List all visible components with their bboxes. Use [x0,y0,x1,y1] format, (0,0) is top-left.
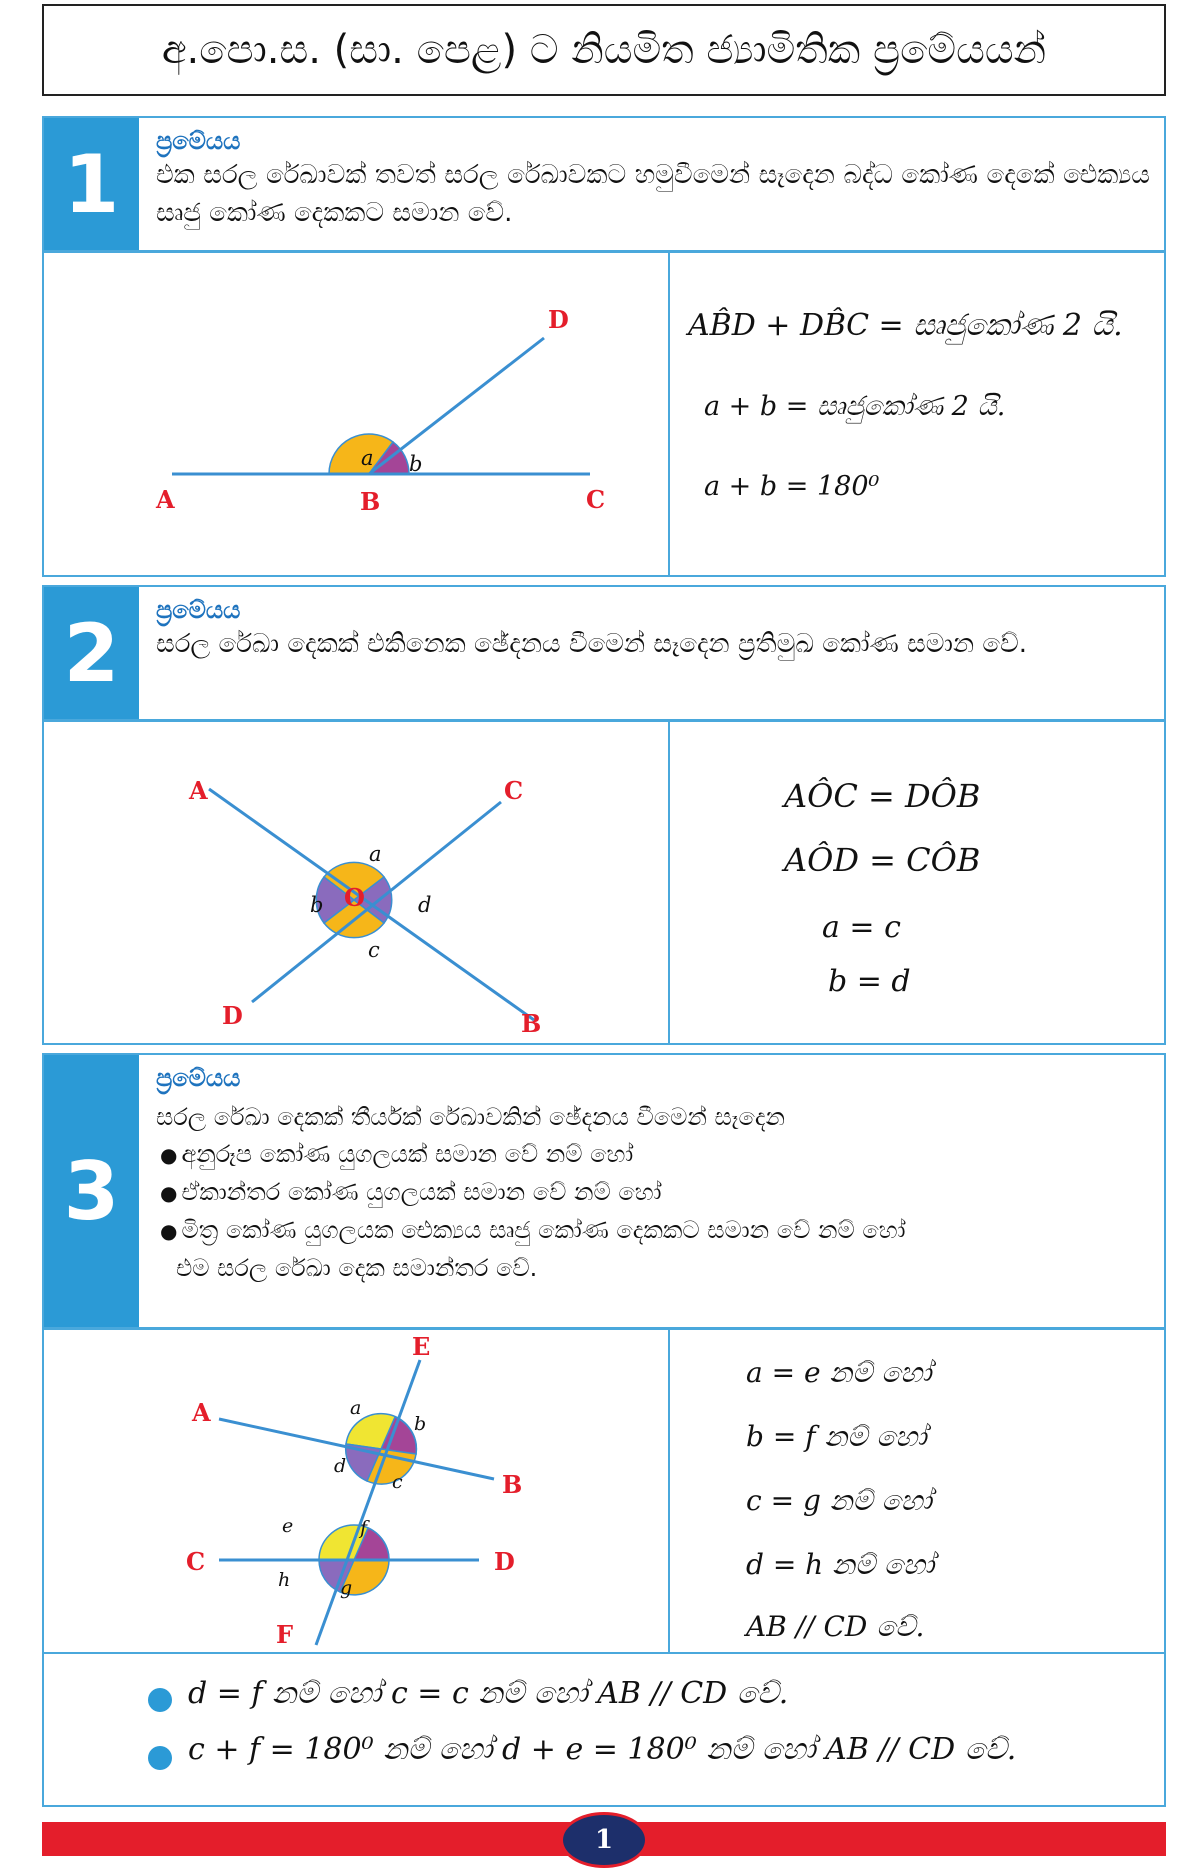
theorem-3-bullet-1: ● අනුරූප කෝණ යුගලයක් සමාන වේ නම් හෝ [160,1140,634,1168]
theorem-1-equation-3: a + b = 180⁰ [704,471,880,502]
theorem-3-number-box [44,1055,139,1327]
theorem-2-equation-4: b = d [828,964,911,999]
theorem-2-equation-3: a = c [822,910,901,945]
theorem-2-diagram [44,722,664,1043]
line-CD [252,802,501,1002]
point-C-label: C [186,1547,206,1576]
point-F-label: F [276,1620,294,1649]
theorem-3-equation-2: b = f නම් හෝ [746,1420,927,1453]
theorem-3-extra-conditions [42,1652,1166,1807]
theorem-3-diagram [44,1330,664,1652]
theorem-1-statement: එක සරල රේඛාවක් තවත් සරල රේඛාවකට හමුවීමෙන් සෑදෙන බද්ධ කෝණ දෙකේ ඓක්‍යය සෘජු කෝණ දෙකකට සමාන වේ. [156,160,1150,228]
theorem-1-equation-2: a + b = සෘජුකෝණ 2 යි. [704,391,1006,422]
angle-a-label: a [369,842,382,866]
theorem-1-number-box [44,118,139,250]
theorem-3-body [42,1328,1166,1654]
theorem-3-equation-1: a = e නම් හෝ [746,1356,932,1389]
theorem-2-equation-2: AÔD = CÔB [784,841,981,879]
theorem-3-header [42,1053,1166,1329]
point-D-label: D [548,305,569,334]
angle-g-label: g [340,1577,353,1599]
point-D-label: D [222,1001,243,1030]
point-A-label: A [192,1398,211,1427]
angle-e-label: e [282,1515,294,1537]
angle-d-label: d [334,1455,347,1477]
angle-a-label: a [361,446,374,470]
page-number: 1 [594,1825,614,1855]
theorem-2-label: ප්‍රමේයය [156,596,241,624]
point-A-label: A [189,776,208,805]
angle-h-label: h [278,1569,291,1591]
page-title: අ.පො.ස. (සා. පෙළ) ට නියමිත ජ්‍යාමිතික ප්‍රමේයයන් [161,27,1047,73]
theorem-3-conclusion: එම සරල රේඛා දෙක සමාන්තර වේ. [176,1254,538,1282]
theorem-3-equation-4: d = h නම් හෝ [746,1548,935,1581]
theorem-2-number: 2 [63,606,120,700]
point-B-label: B [360,487,381,516]
theorem-3-equation-5: AB // CD වේ. [746,1610,925,1643]
point-D-label: D [494,1547,515,1576]
point-E-label: E [412,1332,431,1361]
theorem-2-equation-1: AÔC = DÔB [784,777,981,815]
theorem-1-body [42,251,1166,577]
theorem-1-label: ප්‍රමේයය [156,127,241,155]
angle-d-label: d [418,893,432,917]
point-B-label: B [502,1470,523,1499]
theorem-2-body [42,720,1166,1045]
theorem-3-bullet-2: ● ඒකාන්තර කෝණ යුගලයක් සමාන වේ නම් හෝ [160,1178,662,1206]
extra-condition-1: d = f නම් හෝ c = c නම් හෝ AB // CD වේ. [188,1676,789,1711]
angle-a-label: a [350,1397,362,1419]
title-box [42,4,1166,96]
angle-c-label: c [392,1471,403,1493]
angle-b-label: b [409,452,423,476]
theorem-3-bullet-3: ● මිත්‍ර කෝණ යුගලයක ඓක්‍යය සෘජු කෝණ දෙකකට සමාන වේ නම් හෝ [160,1216,906,1244]
point-C-label: C [504,776,524,805]
theorem-2-number-box [44,587,139,719]
theorem-1-equation-1: AB̂D + DB̂C = සෘජුකෝණ 2 යි. [688,308,1123,343]
theorem-3-label: ප්‍රමේයය [156,1064,241,1092]
theorem-3-equation-3: c = g නම් හෝ [746,1484,932,1517]
angle-b-label: b [310,893,324,917]
theorem-2-header [42,585,1166,721]
bullet-dot [148,1746,172,1770]
angle-f-label: f [360,1517,368,1539]
extra-condition-2: c + f = 180⁰ නම් හෝ d + e = 180⁰ නම් හෝ AB // CD වේ. [188,1732,1017,1767]
theorem-1-header [42,116,1166,252]
theorem-3-intro: සරල රේඛා දෙකක් තීර්යක් රේඛාවකින් ඡේදනය වීමෙන් සෑදෙන [156,1103,785,1131]
line-BD [369,338,544,474]
bullet-dot [148,1688,172,1712]
theorem-1-number: 1 [63,137,120,231]
theorem-2-statement: සරල රේඛා දෙකක් එකිනෙක ඡේදනය වීමෙන් සෑදෙන ප්‍රතිමුඛ කෝණ සමාන වේ. [156,629,1028,659]
point-A-label: A [156,485,175,514]
angle-c-label: c [368,938,380,962]
page-number-badge [560,1812,648,1868]
point-C-label: C [586,485,606,514]
point-O-label: O [344,883,365,912]
theorem-3-number: 3 [63,1144,120,1238]
transversal-EF [316,1360,420,1645]
theorem-1-diagram [44,253,664,575]
angle-b-label: b [414,1413,427,1435]
point-B-label: B [521,1009,542,1038]
